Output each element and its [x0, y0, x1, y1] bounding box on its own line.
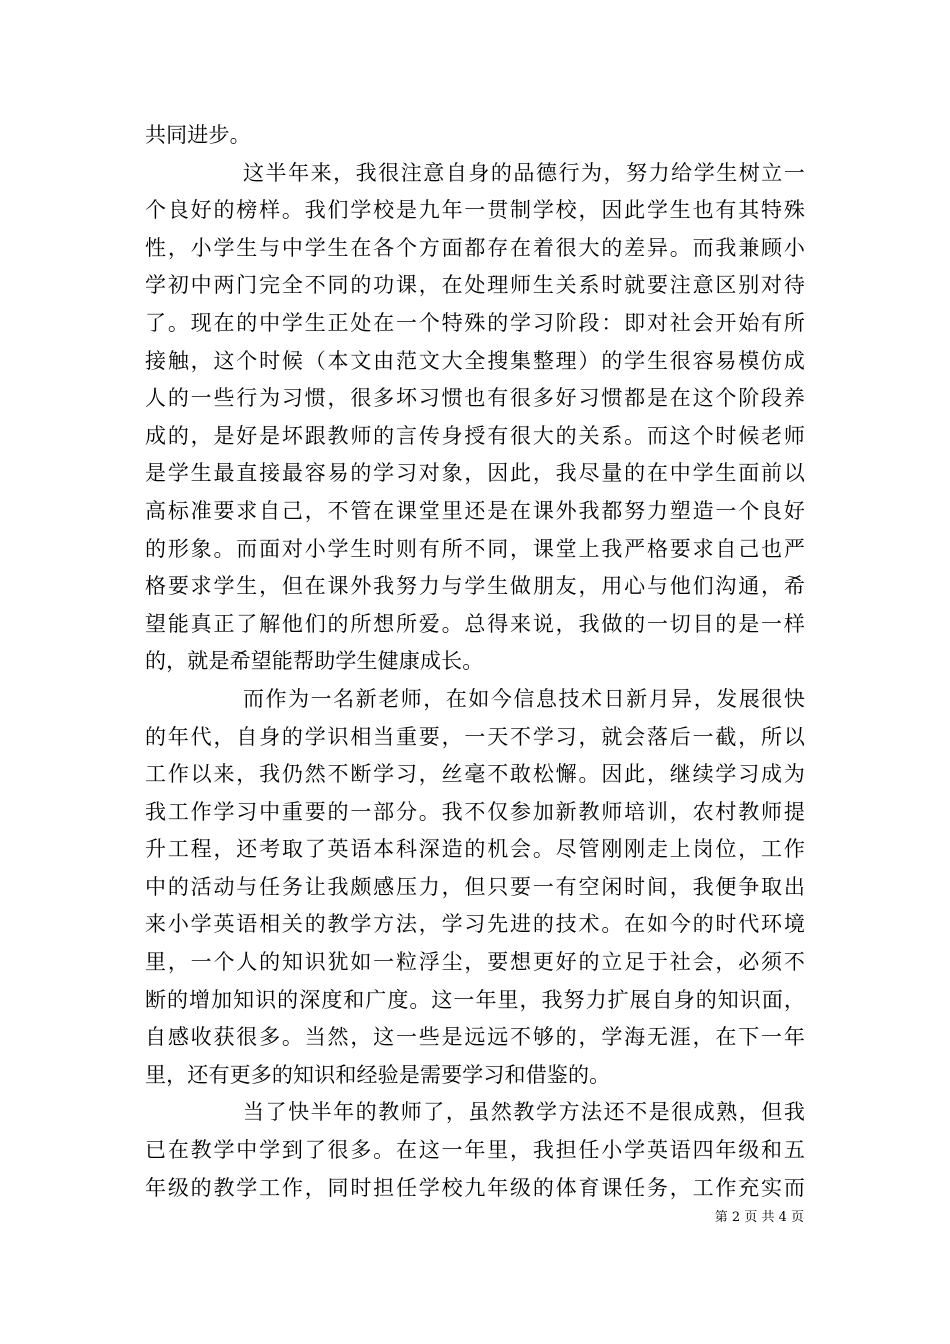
text-line: 是学生最直接最容易的学习对象，因此，我尽量的在中学生面前以	[145, 461, 805, 486]
text-line: 高标准要求自己，不管在课堂里还是在课外我都努力塑造一个良好	[145, 498, 805, 523]
text-line: 中的活动与任务让我颇感压力，但只要一有空闲时间，我便争取出	[145, 874, 805, 899]
text-line: 而作为一名新老师，在如今信息技术日新月异，发展很快	[243, 686, 805, 711]
text-line: 个良好的榜样。我们学校是九年一贯制学校，因此学生也有其特殊	[145, 198, 805, 223]
paragraph	[145, 155, 805, 681]
text-line: 接触，这个时候（本文由范文大全搜集整理）的学生很容易模仿成	[145, 348, 805, 373]
paragraph	[145, 681, 805, 1095]
text-line: 年级的教学工作，同时担任学校九年级的体育课任务，工作充实而	[145, 1175, 805, 1200]
text-line: 的年代，自身的学识相当重要，一天不学习，就会落后一截，所以	[145, 724, 805, 749]
text-line: 了。现在的中学生正处在一个特殊的学习阶段：即对社会开始有所	[145, 310, 805, 335]
text-line: 人的一些行为习惯，很多坏习惯也有很多好习惯都是在这个阶段养	[145, 386, 805, 411]
text-line: 学初中两门完全不同的功课，在处理师生关系时就要注意区别对待	[145, 273, 805, 298]
text-line: 当了快半年的教师了，虽然教学方法还不是很成熟，但我	[243, 1100, 805, 1125]
text-line: 这半年来，我很注意自身的品德行为，努力给学生树立一	[243, 160, 805, 185]
text-line: 性，小学生与中学生在各个方面都存在着很大的差异。而我兼顾小	[145, 235, 805, 260]
text-line: 断的增加知识的深度和广度。这一年里，我努力扩展自身的知识面，	[145, 987, 805, 1012]
text-line: 格要求学生，但在课外我努力与学生做朋友，用心与他们沟通，希	[145, 574, 805, 599]
text-line: 工作以来，我仍然不断学习，丝毫不敢松懈。因此，继续学习成为	[145, 762, 805, 787]
page-number-footer: 第 2 页 共 4 页	[714, 1210, 804, 1225]
text-line: 成的，是好是坏跟教师的言传身授有很大的关系。而这个时候老师	[145, 423, 805, 448]
text-line: 望能真正了解他们的所想所爱。总得来说，我做的一切目的是一样	[145, 611, 805, 636]
paragraph	[145, 117, 805, 155]
text-line: 我工作学习中重要的一部分。我不仅参加新教师培训，农村教师提	[145, 799, 805, 824]
text-line: 的，就是希望能帮助学生健康成长。	[145, 649, 484, 674]
text-line: 里，还有更多的知识和经验是需要学习和借鉴的。	[145, 1062, 611, 1087]
text-line: 自感收获很多。当然，这一些是远远不够的，学海无涯，在下一年	[145, 1025, 805, 1050]
paragraph	[145, 1094, 805, 1207]
text-line: 里，一个人的知识犹如一粒浮尘，要想更好的立足于社会，必须不	[145, 950, 805, 975]
text-line: 的形象。而面对小学生时则有所不同，课堂上我严格要求自己也严	[145, 536, 805, 561]
text-line: 来小学英语相关的教学方法，学习先进的技术。在如今的时代环境	[145, 912, 805, 937]
document-body	[145, 117, 805, 1207]
text-line: 升工程，还考取了英语本科深造的机会。尽管刚刚走上岗位，工作	[145, 837, 805, 862]
text-line: 已在教学中学到了很多。在这一年里，我担任小学英语四年级和五	[145, 1138, 805, 1163]
text-line: 共同进步。	[145, 123, 251, 147]
